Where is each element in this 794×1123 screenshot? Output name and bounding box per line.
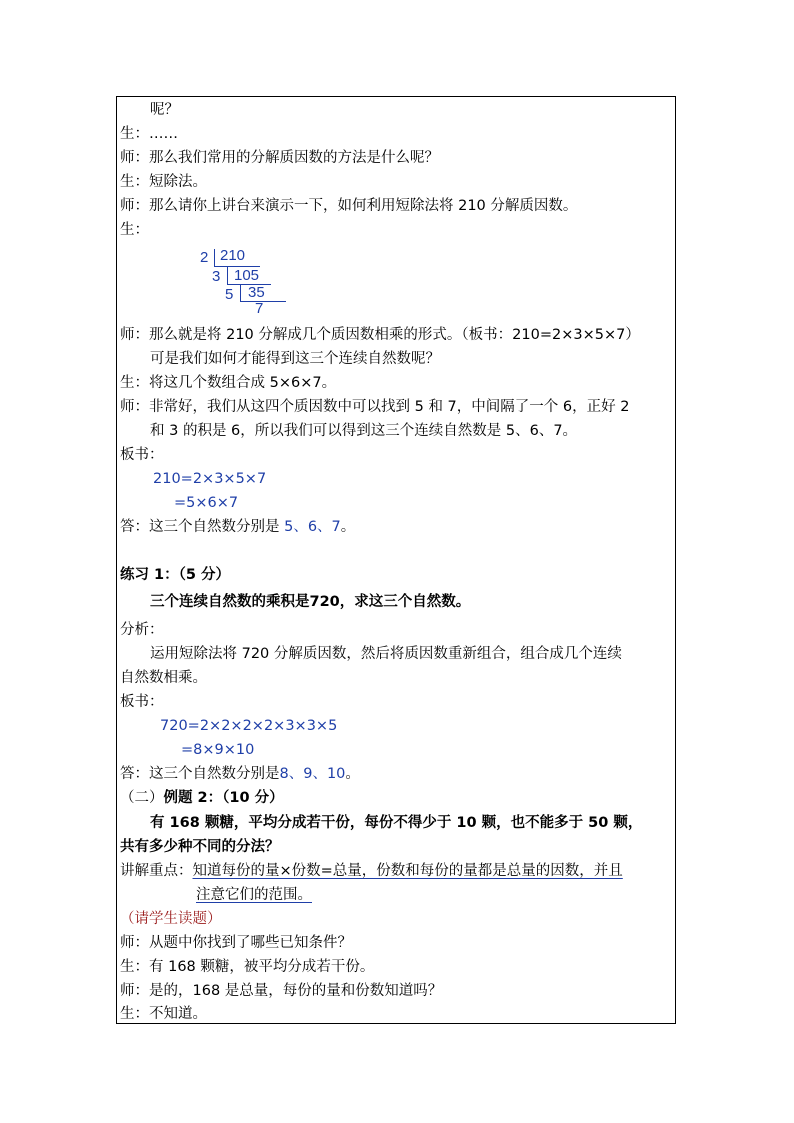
text-line: 和 3 的积是 6，所以我们可以得到这三个连续自然数是 5、6、7。 — [150, 423, 578, 439]
text-line: 师：那么我们常用的分解质因数的方法是什么呢？ — [120, 150, 439, 166]
text-line: 可是我们如何才能得到这三个连续自然数呢？ — [150, 351, 440, 367]
text-line: 分析： — [120, 622, 164, 638]
text-line: 师：那么请你上讲台来演示一下，如何利用短除法将 210 分解质因数。 — [120, 198, 578, 214]
text-line: 呢？ — [150, 102, 179, 118]
division-divisor: 5 — [225, 286, 234, 303]
read-prompt: （请学生读题） — [120, 911, 222, 927]
division-bar — [214, 249, 215, 266]
division-bar — [227, 267, 228, 284]
heading-prefix: （二） — [120, 790, 164, 806]
focus-text: 注意它们的范围。 — [196, 887, 312, 903]
text-line: 师：是的，168 是总量，每份的量和份数知道吗？ — [120, 983, 443, 999]
board-equation: 720=2×2×2×2×3×3×5 — [160, 718, 338, 734]
division-divisor: 2 — [200, 249, 209, 266]
example-heading — [120, 788, 284, 808]
text-line: 板书： — [120, 447, 164, 463]
text-line: 自然数相乘。 — [120, 670, 207, 686]
example-problem: 有 168 颗糖，平均分成若干份，每份不得少于 10 颗，也不能多于 50 颗， — [150, 815, 643, 831]
answer-text: 。 — [340, 519, 356, 535]
answer-line — [120, 517, 355, 537]
text-line: 生：有 168 颗糖，被平均分成若干份。 — [120, 959, 375, 975]
division-bar — [240, 285, 241, 302]
text-line: 生：…… — [120, 126, 178, 142]
board-equation: 210=2×3×5×7 — [153, 471, 267, 487]
focus-line — [120, 861, 623, 881]
focus-label: 讲解重点： — [120, 863, 193, 879]
exercise-problem: 三个连续自然数的乘积是720，求这三个自然数。 — [150, 594, 471, 610]
board-equation: =5×6×7 — [174, 495, 239, 511]
example-title: 例题 2：（10 分） — [163, 790, 284, 806]
division-dividend: 35 — [248, 284, 265, 301]
text-line: 生：不知道。 — [120, 1006, 207, 1022]
division-result: 7 — [255, 300, 264, 317]
text-line: 运用短除法将 720 分解质因数，然后将质因数重新组合，组合成几个连续 — [150, 646, 622, 662]
answer-value: 5、6、7 — [284, 519, 341, 535]
example-problem: 共有多少种不同的分法？ — [120, 839, 280, 855]
answer-text: 。 — [345, 766, 360, 782]
focus-text: 知道每份的量×份数=总量，份数和每份的量都是总量的因数，并且 — [192, 863, 623, 879]
answer-text: 答：这三个自然数分别是 — [120, 519, 285, 535]
text-line: 师：那么就是将 210 分解成几个质因数相乘的形式。（板书：210=2×3×5×7） — [120, 327, 640, 343]
text-line: 生： — [120, 222, 149, 238]
answer-line — [120, 764, 360, 784]
text-line: 师：从题中你找到了哪些已知条件？ — [120, 935, 352, 951]
division-divisor: 3 — [212, 268, 221, 285]
text-line: 生：短除法。 — [120, 174, 207, 190]
text-line: 板书： — [120, 694, 164, 710]
division-dividend: 210 — [220, 247, 246, 264]
answer-value: 8、9、10 — [279, 766, 346, 782]
answer-text: 答：这三个自然数分别是 — [120, 766, 280, 782]
division-dividend: 105 — [234, 267, 260, 284]
text-line: 生：将这几个数组合成 5×6×7。 — [120, 375, 337, 391]
exercise-title: 练习 1：（5 分） — [120, 567, 231, 583]
text-line: 师：非常好，我们从这四个质因数中可以找到 5 和 7，中间隔了一个 6，正好 2 — [120, 399, 630, 415]
board-equation: =8×9×10 — [181, 742, 255, 758]
